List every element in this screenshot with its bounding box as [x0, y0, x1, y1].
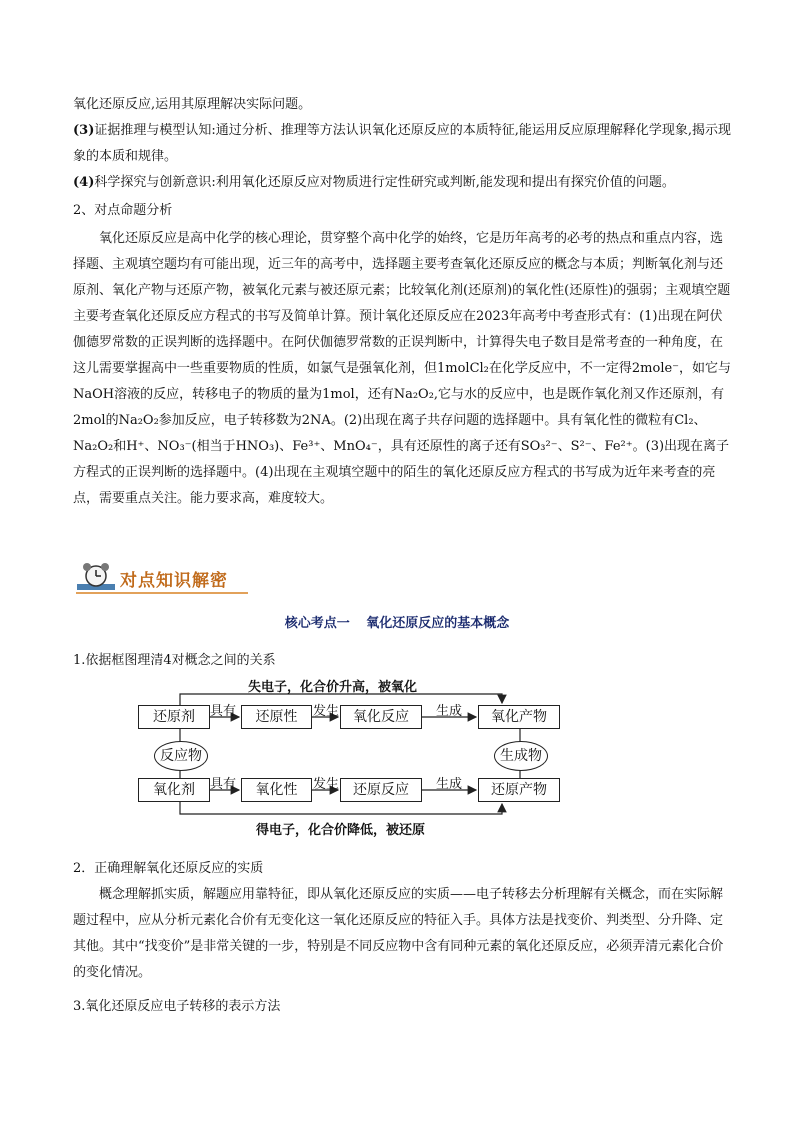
item-1-title: 1.依据框图理清4对概念之间的关系	[73, 653, 276, 668]
objective-3-number: (3)	[73, 123, 95, 138]
objective-4-number: (4)	[73, 175, 95, 190]
box-reducibility: 还原性	[241, 705, 312, 729]
banner-underline	[76, 592, 248, 594]
box-reducing-agent: 还原剂	[138, 705, 210, 729]
objective-4	[73, 170, 733, 196]
box-reduction-product: 还原产物	[478, 778, 560, 802]
arrow-label-undergo-1: 发生	[313, 704, 340, 719]
objective-3	[73, 118, 733, 170]
item-2-title: 2．正确理解氧化还原反应的实质	[73, 861, 264, 876]
item-2-paragraph: 概念理解抓实质，解题应用靠特征，即从氧化还原反应的实质——电子转移去分析理解有关概念，而在实际解题过程中，应从分析元素化合价有无变化这一氧化还原反应的特征入手。具体方法是找变价、判类型、分升降、定其他。其中“找变价”是非常关键的一步，特别是不同反应物中含有同种元素的氧化还原反应，必须弄清元素化合价的变化情况。	[73, 887, 724, 980]
ellipse-reactants: 反应物	[154, 741, 208, 771]
top-label: 失电子，化合价升高，被氧化	[248, 680, 418, 695]
objective-4-text: 科学探究与创新意识:利用氧化还原反应对物质进行定性研究或判断,能发现和提出有探究价值的问题。	[94, 175, 675, 190]
concept-diagram	[120, 672, 580, 842]
section-2-title: 2、对点命题分析	[73, 203, 173, 218]
core-point-label: 核心考点一	[284, 616, 350, 631]
knowledge-banner	[76, 562, 248, 594]
core-point-title	[0, 612, 794, 631]
intro-line: 氧化还原反应,运用其原理解决实际问题。	[73, 97, 312, 112]
core-point-name: 氧化还原反应的基本概念	[366, 616, 510, 631]
analysis-paragraph: 氧化还原反应是高中化学的核心理论，贯穿整个高中化学的始终，它是历年高考的必考的热点和重点内容，选择题、主观填空题均有可能出现，近三年的高考中，选择题主要考查氧化还原反应的概念与本质；判断氧化剂与还原剂、氧化产物与还原产物，被氧化元素与被还原元素；比较氧化剂(还原剂)的氧化性(还原性)的强弱；主观填空题主要考查氧化还原反应方程式的书写及简单计算。预计氧化还原反应在2023年高考中考查形式有：(1)出现在阿伏伽德罗常数的正误判断的选择题中。在阿伏伽德罗常数的正误判断中，计算得失电子数目是常考查的一种角度，在这儿需要掌握高中一些重要物质的性质，如氯气是强氧化剂，但1molCl₂在化学反应中，不一定得2mole⁻，如它与NaOH溶液的反应，转移电子的物质的量为1mol，还有Na₂O₂,它与水的反应中，也是既作氧化剂又作还原剂，有2mol的Na₂O₂参加反应，电子转移数为2NA。(2)出现在离子共存问题的选择题中。具有氧化性的微粒有Cl₂、Na₂O₂和H⁺、NO₃⁻(相当于HNO₃)、Fe³⁺、MnO₄⁻，具有还原性的离子还有SO₃²⁻、S²⁻、Fe²⁺。(3)出现在离子方程式的正误判断的选择题中。(4)出现在主观填空题中的陌生的氧化还原反应方程式的书写成为近年来考查的亮点，需要重点关注。能力要求高，难度较大。	[73, 231, 732, 506]
arrow-label-produce-1: 生成	[436, 704, 463, 719]
arrow-label-has-1: 具有	[210, 704, 237, 719]
banner-title: 对点知识解密	[120, 571, 228, 591]
box-reduction-reaction: 还原反应	[340, 778, 422, 802]
box-oxidation-reaction: 氧化反应	[340, 705, 422, 729]
box-oxidizing-agent: 氧化剂	[138, 778, 210, 802]
objective-3-text: 证据推理与模型认知:通过分析、推理等方法认识氧化还原反应的本质特征,能运用反应原理解释化学现象,揭示现象的本质和规律。	[73, 123, 732, 164]
box-oxidizability: 氧化性	[241, 778, 312, 802]
bottom-label: 得电子，化合价降低，被还原	[256, 823, 426, 838]
alarm-clock-icon	[76, 562, 116, 592]
arrow-label-undergo-2: 发生	[313, 777, 340, 792]
item-3-title: 3.氧化还原反应电子转移的表示方法	[73, 999, 281, 1014]
ellipse-products: 生成物	[494, 741, 548, 771]
box-oxidation-product: 氧化产物	[478, 705, 560, 729]
arrow-label-has-2: 具有	[210, 777, 237, 792]
arrow-label-produce-2: 生成	[436, 777, 463, 792]
